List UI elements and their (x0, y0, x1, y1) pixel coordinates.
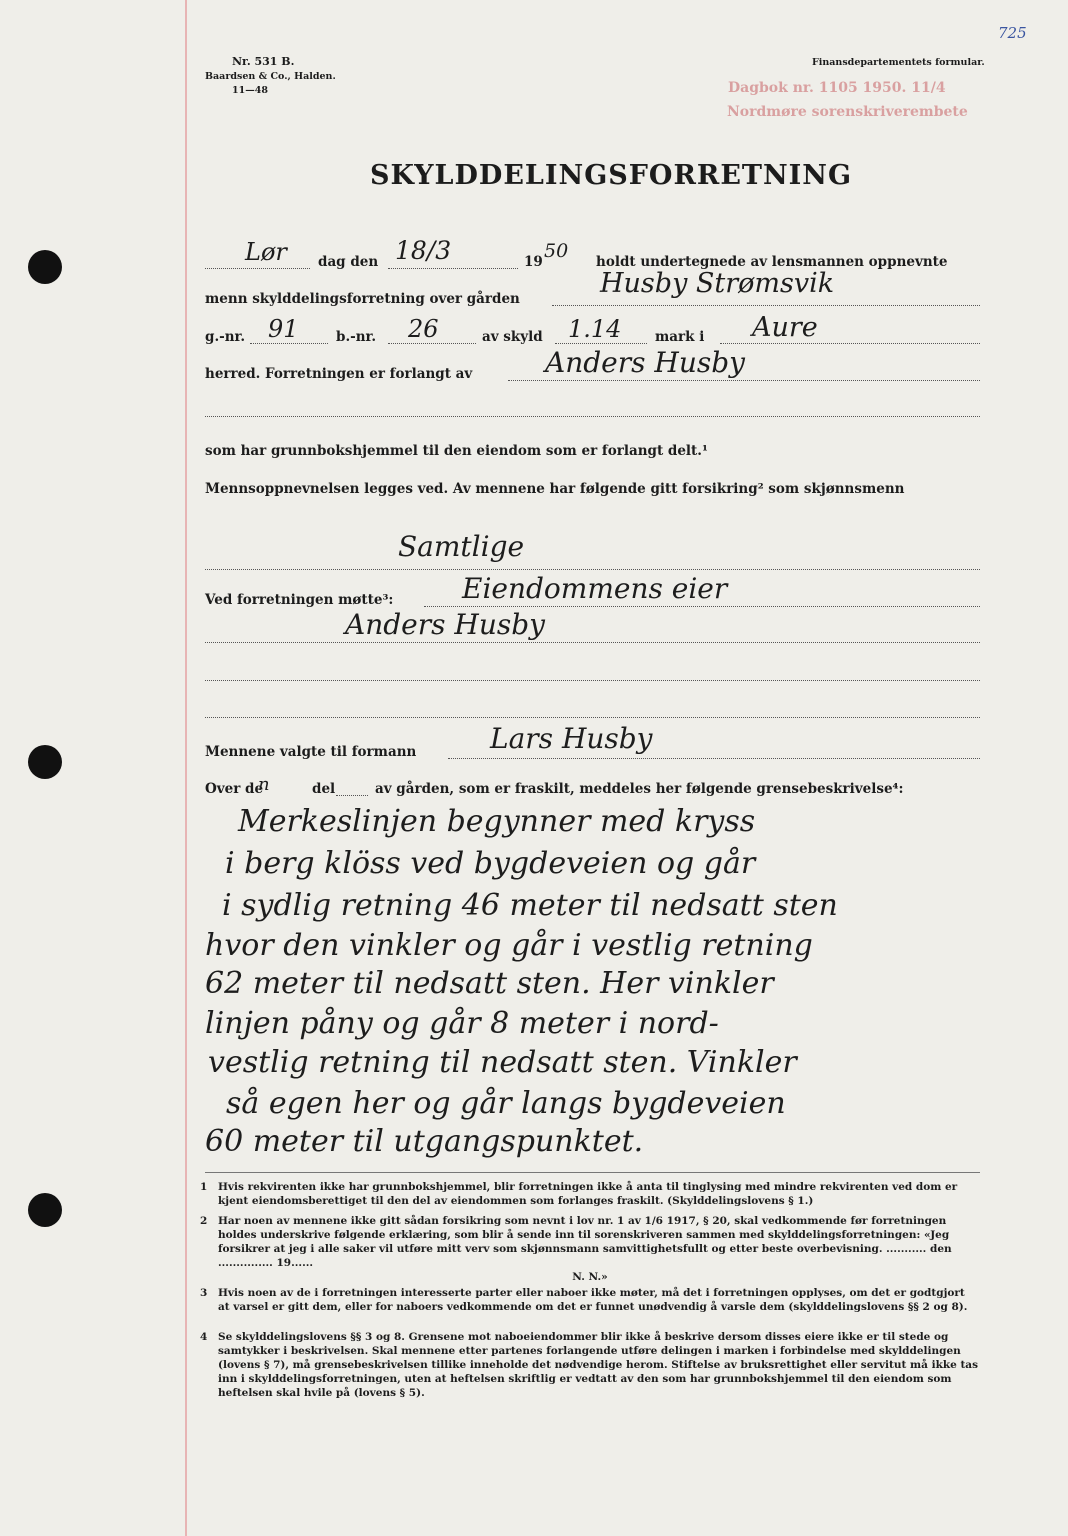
date-handwritten: 18/3 (395, 236, 452, 265)
farm-handwritten: Husby Strømsvik (600, 268, 835, 299)
boundary-line: i berg klöss ved bygdeveien og går (225, 846, 756, 881)
footnote-signature: N. N.» (572, 1271, 608, 1283)
journal-stamp: Dagbok nr. 1105 1950. 11/4 (728, 80, 946, 96)
boundary-line: 62 meter til nedsatt sten. Her vinkler (205, 966, 774, 1001)
owner-name-handwritten: Anders Husby (345, 608, 545, 641)
part-handwritten: n (258, 774, 270, 795)
grunnbok-text: som har grunnbokshjemmel til den eiendom som er forlangt delt.¹ (205, 443, 708, 459)
footnote-2: 2 Har noen av mennene ikke gitt sådan forsikring som nevnt i lov nr. 1 av 1/6 1917, § 20, skal vedkommende før forretningen holdes underskrive følgende erklæring, som blir å sende inn til sorenskriveren sammen med skylddelingsforretningen: «Jeg forsikrer at jeg i alle saker vil utføre mitt verv som skjønnsmann samvittighetsfullt og etter beste overbevisning. ........... den ............... 19...... (200, 1215, 952, 1269)
mark-label: mark i (655, 329, 705, 345)
boundary-line: så egen her og går langs bygdeveien (226, 1086, 786, 1121)
owner-title-handwritten: Eiendommens eier (462, 572, 728, 605)
requester-label: herred. Forretningen er forlangt av (205, 366, 473, 382)
footnote-4: 4 Se skylddelingslovens §§ 3 og 8. Grensene mot naboeiendommer blir ikke å beskrive dersom disses eiere ikke er til stede og samtykker i beskrivelsen. Skal mennene etter partenes forlangende utføre delingen i marken i forbindelse med skylddelingen (lovens § 7), må grensebeskrivelsen tillike inneholde det nødvendige herom. Stiftelse av bruksrettighet eller servitut må ikke tas inn i skylddelingsforretningen, uten at heftelsen skriftlig er vedtatt av den som har grunnbokshjemmel til den eiendom som heftelsen skal hvile på (lovens § 5). (200, 1331, 979, 1399)
boundary-label: av gården, som er fraskilt, meddeles her følgende grensebeskrivelse⁴: (375, 781, 904, 797)
gnr-label: g.-nr. (205, 329, 246, 345)
boundary-line: hvor den vinkler og går i vestlig retning (205, 928, 813, 963)
boundary-line: i sydlig retning 46 meter til nedsatt sten (222, 888, 838, 923)
boundary-line: 60 meter til utgangspunktet. (205, 1124, 644, 1159)
footnote-3: 3 Hvis noen av de i forretningen interesserte parter eller naboer ikke møter, må det i forretningen opplyses, om det er godtgjort at varsel er gitt dem, eller for naboers vedkommende om det er funnet unødvendig å varsle dem (skylddelingslovens §§ 2 og 8). (200, 1287, 968, 1313)
boundary-line: vestlig retning til nedsatt sten. Vinkler (208, 1045, 797, 1080)
part-prefix: Over de (205, 781, 264, 797)
all-men-handwritten: Samtlige (398, 530, 525, 563)
boundary-line: linjen påny og går 8 meter i nord- (205, 1006, 719, 1041)
oath-text: Mennsoppnevnelsen legges ved. Av mennene har følgende gitt forsikring² som skjønnsmenn (205, 481, 905, 497)
line1-text: holdt undertegnede av lensmannen oppnevnte (596, 254, 948, 270)
page-number: 725 (998, 24, 1027, 42)
attended-label: Ved forretningen møtte³: (205, 592, 394, 608)
weekday-handwritten: Lør (245, 238, 287, 266)
bnr-handwritten: 26 (408, 315, 439, 343)
court-stamp: Nordmøre sorenskriverembete (727, 104, 968, 120)
punch-hole (28, 250, 62, 284)
day-label: dag den (318, 254, 379, 270)
footnote-1: 1 Hvis rekvirenten ikke har grunnbokshjemmel, blir forretningen ikke å anta til tinglysing med mindre rekvirenten ved dom er kjent eiendomsberettiget til den del av eiendommen som forlanges fraskilt. (Skylddelingslovens § 1.) (200, 1181, 958, 1207)
farm-label: menn skylddelingsforretning over gården (205, 291, 520, 307)
part-del: del (312, 781, 336, 797)
punch-hole (28, 1193, 62, 1227)
page-title: SKYLDDELINGSFORRETNING (370, 160, 853, 191)
skyld-label: av skyld (482, 329, 543, 345)
margin-line (185, 0, 187, 1536)
printer-name: Baardsen & Co., Halden. (205, 71, 336, 82)
chairman-handwritten: Lars Husby (490, 722, 653, 755)
print-date: 11—48 (232, 85, 268, 96)
chairman-label: Mennene valgte til formann (205, 744, 417, 760)
ministry-label: Finansdepartementets formular. (812, 57, 985, 68)
year-handwritten: 50 (544, 240, 569, 262)
municipality-handwritten: Aure (752, 312, 818, 343)
form-number: Nr. 531 B. (232, 55, 295, 68)
boundary-line: Merkeslinjen begynner med kryss (238, 804, 756, 839)
bnr-label: b.-nr. (336, 329, 377, 345)
punch-hole (28, 745, 62, 779)
year-prefix: 19 (524, 254, 543, 270)
gnr-handwritten: 91 (268, 315, 299, 343)
requester-handwritten: Anders Husby (545, 346, 745, 379)
skyld-handwritten: 1.14 (568, 315, 622, 343)
